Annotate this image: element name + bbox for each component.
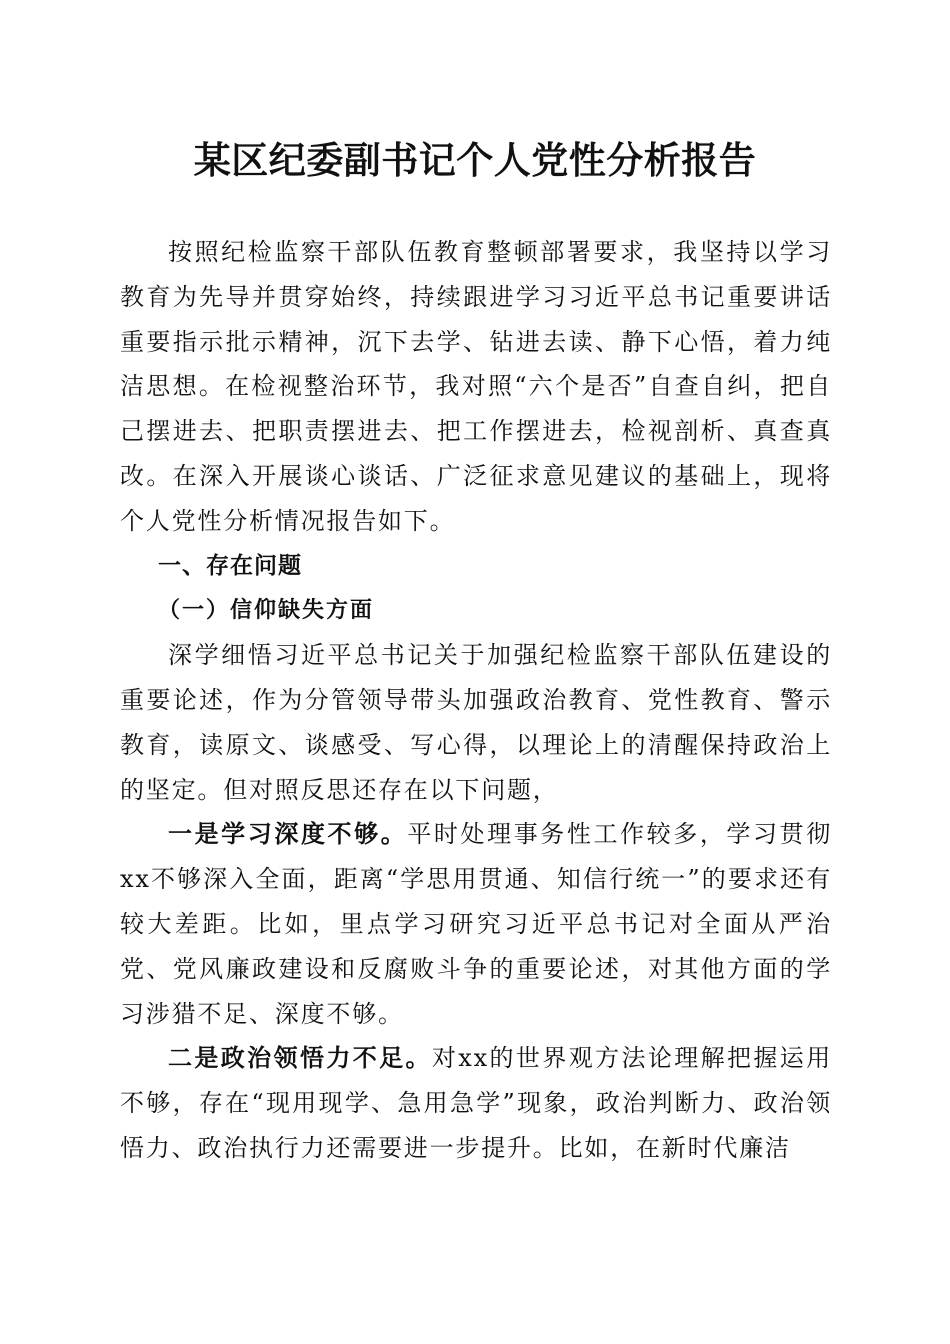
- point-two-lead: 二是政治领悟力不足。: [168, 1043, 432, 1073]
- point-one-text: 平时处理事务性工作较多，学习贯彻xx不够深入全面，距离“学思用贯通、知信行统一”的要求还有较大差距。比如，里点学习研究习近平总书记对全面从严治党、党风廉政建设和反腐败斗争的重要论述，对其他方面的学习涉猎不足、深度不够。: [120, 820, 832, 1028]
- point-two-text: 对xx的世界观方法论理解把握运用不够，存在“现用现学、急用急学”现象，政治判断力、政治领悟力、政治执行力还需要进一步提升。比如，在新时代廉洁: [120, 1044, 832, 1162]
- intro-paragraph: 按照纪检监察干部队伍教育整顿部署要求，我坚持以学习教育为先导并贯穿始终，持续跟进学习习近平总书记重要讲话重要指示批示精神，沉下去学、钻进去读、静下心悟，着力纯洁思想。在检视整治环节，我对照“六个是否”自查自纠，把自己摆进去、把职责摆进去、把工作摆进去，检视剖析、真查真改。在深入开展谈心谈话、广泛征求意见建议的基础上，现将个人党性分析情况报告如下。: [120, 238, 832, 535]
- point-two-paragraph: [120, 1036, 832, 1170]
- study-paragraph: 深学细悟习近平总书记关于加强纪检监察干部队伍建设的重要论述，作为分管领导带头加强政治教育、党性教育、警示教育，读原文、谈感受、写心得，以理论上的清醒保持政治上的坚定。但对照反思还存在以下问题，: [120, 641, 832, 804]
- section-heading-problems: 一、存在问题: [158, 552, 302, 579]
- subsection-heading-belief: （一）信仰缺失方面: [158, 597, 375, 624]
- point-one-lead: 一是学习深度不够。: [168, 819, 408, 849]
- document-body: [120, 230, 832, 1171]
- document-title: 某区纪委副书记个人党性分析报告: [193, 138, 757, 182]
- point-one-paragraph: [120, 812, 832, 1036]
